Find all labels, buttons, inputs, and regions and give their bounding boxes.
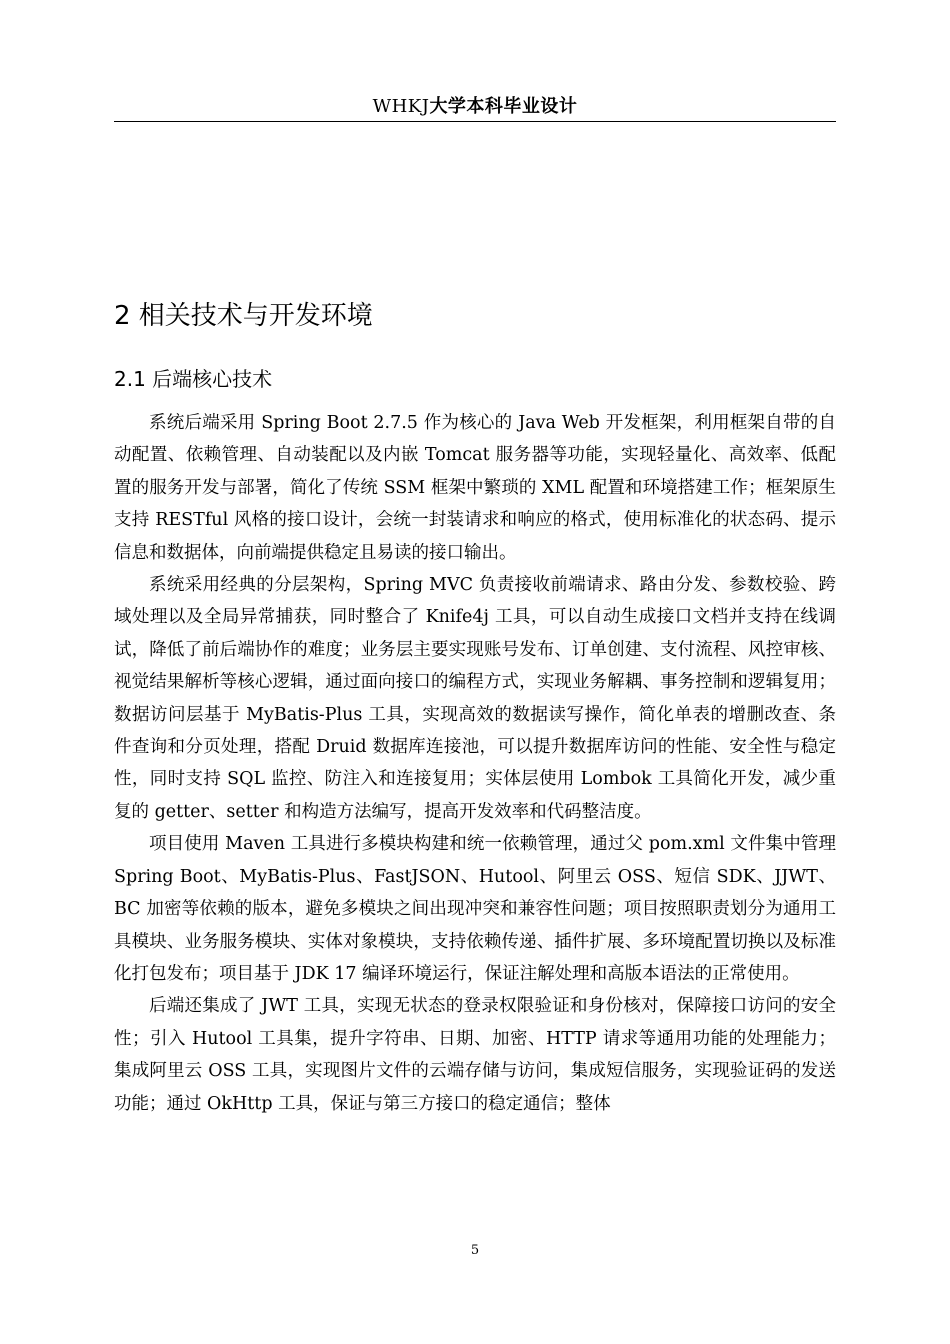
body-text bbox=[114, 407, 836, 1120]
page-number: 5 bbox=[470, 1243, 480, 1258]
chapter-title: 2 相关技术与开发环境 bbox=[114, 301, 373, 331]
header-rule bbox=[114, 121, 836, 122]
running-header bbox=[114, 96, 836, 118]
header-code: WHKJ bbox=[372, 96, 430, 117]
paragraph: 后端还集成了 JWT 工具，实现无状态的登录权限验证和身份核对，保障接口访问的安全性；引入 Hutool 工具集，提升字符串、日期、加密、HTTP 请求等通用功能的处理能力；集成阿里云 OSS 工具，实现图片文件的云端存储与访问，集成短信服务，实现验证码的发送功能；通过 OkHttp 工具，保证与第三方接口的稳定通信；整体 bbox=[114, 996, 836, 1114]
section-title: 2.1 后端核心技术 bbox=[114, 367, 273, 391]
paragraph: 系统后端采用 Spring Boot 2.7.5 作为核心的 Java Web 开发框架，利用框架自带的自动配置、依赖管理、自动装配以及内嵌 Tomcat 服务器等功能，实现轻量化、高效率、低配置的服务开发与部署，简化了传统 SSM 框架中繁琐的 XML 配置和环境搭建工作；框架原生支持 RESTful 风格的接口设计，会统一封装请求和响应的格式，使用标准化的状态码、提示信息和数据体，向前端提供稳定且易读的接口输出。 bbox=[114, 413, 836, 563]
header-university: 大学本科毕业设计 bbox=[429, 96, 578, 117]
paragraph: 项目使用 Maven 工具进行多模块构建和统一依赖管理，通过父 pom.xml 文件集中管理 Spring Boot、MyBatis-Plus、FastJSON、Hutool、阿里云 OSS、短信 SDK、JJWT、BC 加密等依赖的版本，避免多模块之间出现冲突和兼容性问题；项目按照职责划分为通用工具模块、业务服务模块、实体对象模块，支持依赖传递、插件扩展、多环境配置切换以及标准化打包发布；项目基于 JDK 17 编译环境运行，保证注解处理和高版本语法的正常使用。 bbox=[114, 834, 836, 984]
paragraph: 系统采用经典的分层架构，Spring MVC 负责接收前端请求、路由分发、参数校验、跨域处理以及全局异常捕获，同时整合了 Knife4j 工具，可以自动生成接口文档并支持在线调试，降低了前后端协作的难度；业务层主要实现账号发布、订单创建、支付流程、风控审核、视觉结果解析等核心逻辑，通过面向接口的编程方式，实现业务解耦、事务控制和逻辑复用；数据访问层基于 MyBatis-Plus 工具，实现高效的数据读写操作，简化单表的增删改查、条件查询和分页处理，搭配 Druid 数据库连接池，可以提升数据库访问的性能、安全性与稳定性，同时支持 SQL 监控、防注入和连接复用；实体层使用 Lombok 工具简化开发，减少重复的 getter、setter 和构造方法编写，提高开发效率和代码整洁度。 bbox=[114, 575, 836, 822]
